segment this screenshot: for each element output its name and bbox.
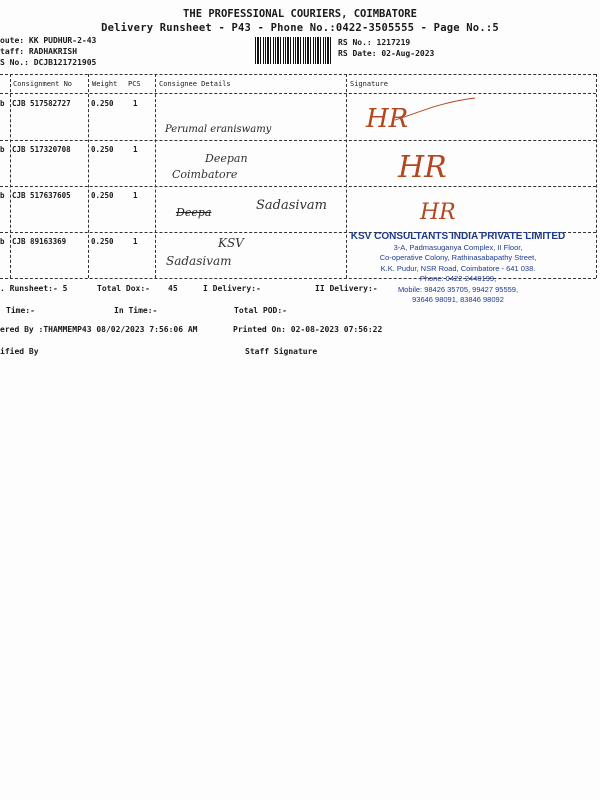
col-header-weight: Weight (92, 80, 118, 88)
row-4-consignment: CJB 89163369 (12, 237, 67, 246)
row-3-consignee-handwriting: Sadasivam (256, 198, 327, 213)
header-rule (0, 93, 596, 94)
col-divider-4 (346, 74, 347, 278)
col-divider-5 (596, 74, 597, 278)
stamp-line-1: 3-A, Padmasuganya Complex, II Floor, (393, 242, 523, 252)
col-header-consignment: Consignment No (13, 80, 73, 88)
stamp-line-6: 93646 98091, 83846 98092 (412, 295, 504, 304)
time-label: Time:- (6, 306, 35, 315)
row-3-consignee-struck: Deepa (176, 206, 212, 219)
i-delivery-label: I Delivery:- (203, 284, 261, 293)
rs-number: RS No.: 1217219 (338, 38, 411, 47)
row-2-signature: HR (398, 150, 447, 185)
row-1-index: b (0, 99, 5, 108)
row-4-consignee-line2: Sadasivam (166, 254, 232, 268)
row-3-pcs: 1 (133, 191, 138, 200)
staff-label: taff: RADHAKRISH (0, 47, 78, 56)
row-rule-1 (0, 140, 596, 141)
row-2-consignment: CJB 517320708 (12, 145, 71, 154)
row-3-index: b (0, 191, 5, 200)
total-dox-value: 45 (168, 284, 178, 293)
row-2-weight: 0.250 (91, 145, 114, 154)
runsheet-count: . Runsheet:- 5 (0, 284, 68, 293)
row-1-signature: HR (366, 104, 409, 134)
company-name: THE PROFESSIONAL COURIERS, COIMBATORE (183, 8, 417, 20)
row-3-consignment: CJB 517637605 (12, 191, 71, 200)
row-2-consignee-line2: Coimbatore (172, 168, 238, 181)
col-divider-2 (88, 74, 89, 278)
drs-number: S No.: DCJB121721905 (0, 58, 97, 67)
row-2-pcs: 1 (133, 145, 138, 154)
verified-by-label: ified By (0, 347, 39, 356)
row-3-signature: HR (420, 200, 456, 225)
total-pod-label: Total POD:- (234, 306, 287, 315)
staff-signature-label: Staff Signature (245, 347, 318, 356)
runsheet-title: Delivery Runsheet - P43 - Phone No.:0422-3505555 - Page No.:5 (101, 22, 499, 34)
stamp-company-name: KSV CONSULTANTS INDIA PRIVATE LIMITED (350, 231, 566, 242)
printed-on: Printed On: 02-08-2023 07:56:22 (233, 325, 383, 334)
row-4-pcs: 1 (133, 237, 138, 246)
stamp-line-5: Mobile: 98426 35705, 99427 95559, (397, 284, 519, 294)
row-4-weight: 0.250 (91, 237, 114, 246)
table-top-rule (0, 74, 596, 75)
stamp-line-2: Co-operative Colony, Rathinasabapathy Street, (379, 253, 537, 262)
row-4-index: b (0, 237, 5, 246)
in-time-label: In Time:- (114, 306, 158, 315)
stamp-line-3: K.K. Pudur, NSR Road, Coimbatore - 641 038. (380, 263, 536, 273)
row-2-index: b (0, 145, 5, 154)
row-4-consignee-line1: KSV (218, 236, 244, 250)
row-1-consignee-handwriting: Perumal eraniswamy (165, 124, 272, 135)
company-stamp (348, 232, 568, 306)
route-label: oute: KK PUDHUR-2-43 (0, 36, 97, 45)
row-1-weight: 0.250 (91, 99, 114, 108)
col-header-pcs: PCS (128, 80, 141, 88)
entered-by: ered By :THAMMEMP43 08/02/2023 7:56:06 AM (0, 325, 198, 334)
stamp-line-4: Phone: 0422-2440199, (419, 274, 497, 283)
rs-date: RS Date: 02-Aug-2023 (338, 49, 435, 58)
row-3-weight: 0.250 (91, 191, 114, 200)
row-1-pcs: 1 (133, 99, 138, 108)
col-divider-3 (155, 74, 156, 278)
col-header-signature: Signature (350, 80, 388, 88)
row-2-consignee-line1: Deepan (205, 152, 248, 165)
row-rule-2 (0, 186, 596, 187)
barcode (255, 37, 333, 64)
total-dox-label: Total Dox:- (97, 284, 150, 293)
col-divider-1 (10, 74, 11, 278)
row-1-consignment: CJB 517582727 (12, 99, 71, 108)
ii-delivery-label: II Delivery:- (315, 284, 378, 293)
col-header-consignee: Consignee Details (159, 80, 231, 88)
row-1-signature-flourish (395, 94, 480, 124)
